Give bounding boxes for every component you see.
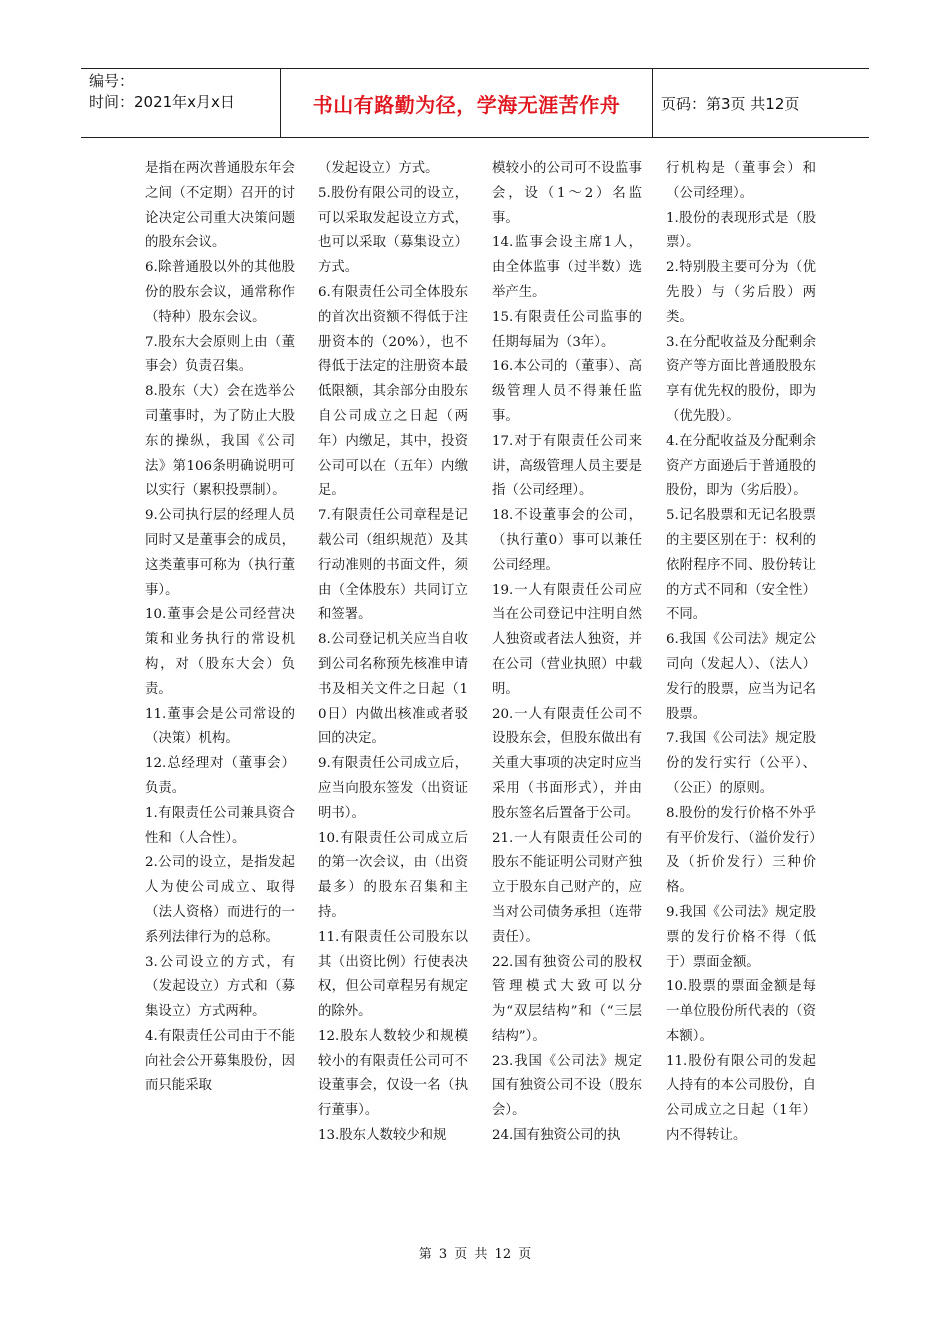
text-column-4: [666, 157, 816, 1149]
paragraph: 10.董事会是公司经营决策和业务执行的常设机构，对（股东大会）负责。: [145, 607, 295, 697]
paragraph: 4.在分配收益及分配剩余资产方面逊后于普通股的股份，即为（劣后股）。: [666, 433, 816, 499]
paragraph: 18.不设董事会的公司，（执行董0）事可以兼任公司经理。: [492, 508, 642, 573]
paragraph: 17.对于有限责任公司来讲，高级管理人员主要是指（公司经理）。: [492, 433, 642, 499]
paragraph: 10.有限责任公司成立后的第一次会议，由（出资最多）的股东召集和主持。: [318, 830, 468, 920]
paragraph: 6.除普通股以外的其他股份的股东会议，通常称作（特种）股东会议。: [145, 260, 295, 325]
paragraph: 14.监事会设主席1人，由全体监事（过半数）选举产生。: [492, 235, 642, 300]
paragraph: 3.公司设立的方式，有（发起设立）方式和（募集设立）方式两种。: [145, 954, 295, 1020]
paragraph: 19.一人有限责任公司应当在公司登记中注明自然人独资或者法人独资，并在公司（营业执照）中载明。: [492, 582, 642, 697]
number-label: 编号：: [89, 72, 135, 90]
paragraph: 2.特别股主要可分为（优先股）与（劣后股）两类。: [666, 260, 816, 325]
text-column-3: [492, 157, 642, 1149]
paragraph: （发起设立）方式。: [318, 161, 439, 176]
paragraph: 22.国有独资公司的股权管理模式大致可以分为“双层结构”和（“三层结构”）。: [492, 954, 642, 1044]
paragraph: 7.有限责任公司章程是记载公司（组织规范）及其行动准则的书面文件，须由（全体股东）共同订立和签署。: [318, 508, 468, 623]
paragraph: 6.我国《公司法》规定公司向（发起人）、（法人）发行的股票，应当为记名股票。: [666, 632, 816, 722]
paragraph: 9.我国《公司法》规定股票的发行价格不得（低于）票面金额。: [666, 904, 816, 970]
time-label: 时间：2021年x月x日: [89, 93, 235, 111]
paragraph: 11.董事会是公司常设的（决策）机构。: [145, 706, 295, 747]
paragraph: 1.股份的表现形式是（股票）。: [666, 210, 816, 251]
paragraph: 12.股东人数较少和规模较小的有限责任公司可不设董事会，仅设一名（执行董事）。: [318, 1028, 468, 1119]
paragraph: 1.有限责任公司兼具资合性和（人合性）。: [145, 805, 295, 846]
paragraph: 11.股份有限公司的发起人持有的本公司股份，自公司成立之日起（1年）内不得转让。: [666, 1053, 816, 1144]
header-meta: [81, 69, 281, 137]
paragraph: 3.在分配收益及分配剩余资产等方面比普通股股东享有优先权的股份，即为（优先股）。: [666, 334, 816, 424]
document-header: [81, 68, 869, 138]
paragraph: 15.有限责任公司监事的任期每届为（3年）。: [492, 309, 642, 350]
paragraph: 12.总经理对（董事会）负责。: [145, 756, 295, 796]
paragraph: 8.股东（大）会在选举公司董事时，为了防止大股东的操纵，我国《公司法》第106条明确说明可以实行（累积投票制）。: [145, 384, 295, 499]
paragraph: 6.有限责任公司全体股东的首次出资额不得低于注册资本的（20%），也不得低于法定的注册资本最低限额，其余部分由股东自公司成立之日起（两年）内缴足，其中，投资公司可以在（五年）内缴足。: [318, 284, 468, 499]
paragraph: 是指在两次普通股东年会之间（不定期）召开的讨论决定公司重大决策问题的股东会议。: [145, 161, 295, 251]
paragraph: 11.有限责任公司股东以其（出资比例）行使表决权，但公司章程另有规定的除外。: [318, 929, 468, 1020]
paragraph: 8.公司登记机关应当自收到公司名称预先核准申请书及相关文件之日起（10日）内做出核准或者驳回的决定。: [318, 632, 468, 747]
page-footer: 第 3 页 共 12 页: [418, 1247, 532, 1262]
paragraph: 7.我国《公司法》规定股份的发行实行（公平）、（公正）的原则。: [666, 731, 816, 796]
paragraph: 4.有限责任公司由于不能向社会公开募集股份，因而只能采取: [145, 1028, 295, 1094]
header-motto: 书山有路勤为径，学海无涯苦作舟: [281, 69, 653, 137]
text-column-1: [145, 157, 295, 1099]
header-page-info: 页码：第3页 共12页: [661, 94, 800, 113]
paragraph: 9.有限责任公司成立后，应当向股东签发（出资证明书）。: [318, 756, 468, 821]
paragraph: 10.股票的票面金额是每一单位股份所代表的（资本额）。: [666, 979, 816, 1044]
paragraph: 5.股份有限公司的设立，可以采取发起设立方式，也可以采取（募集设立）方式。: [318, 185, 468, 276]
paragraph: 20.一人有限责任公司不设股东会，但股东做出有关重大事项的决定时应当采用（书面形式），并由股东签名后置备于公司。: [492, 706, 642, 821]
paragraph: 8.股份的发行价格不外乎有平价发行、（溢价发行）及（折价发行）三种价格。: [666, 805, 816, 896]
paragraph: 23.我国《公司法》规定国有独资公司不设（股东会）。: [492, 1053, 642, 1119]
paragraph: 21.一人有限责任公司的股东不能证明公司财产独立于股东自己财产的，应当对公司债务承担（连带责任）。: [492, 830, 642, 945]
paragraph: 5.记名股票和无记名股票的主要区别在于：权利的依附程序不同、股份转让的方式不同和（安全性）不同。: [666, 508, 816, 623]
paragraph: 16.本公司的（董事）、高级管理人员不得兼任监事。: [492, 359, 642, 424]
text-column-2: [318, 157, 468, 1149]
paragraph: 9.公司执行层的经理人员同时又是董事会的成员，这类董事可称为（执行董事）。: [145, 508, 295, 598]
paragraph: 模较小的公司可不设监事会，设（1～2）名监事。: [492, 161, 642, 226]
paragraph: 行机构是（董事会）和（公司经理）。: [666, 161, 816, 201]
paragraph: 2.公司的设立，是指发起人为使公司成立、取得（法人资格）而进行的一系列法律行为的总称。: [145, 855, 295, 945]
paragraph: 7.股东大会原则上由（董事会）负责召集。: [145, 334, 295, 375]
paragraph: 13.股东人数较少和规: [318, 1128, 447, 1144]
paragraph: 24.国有独资公司的执: [492, 1128, 621, 1144]
